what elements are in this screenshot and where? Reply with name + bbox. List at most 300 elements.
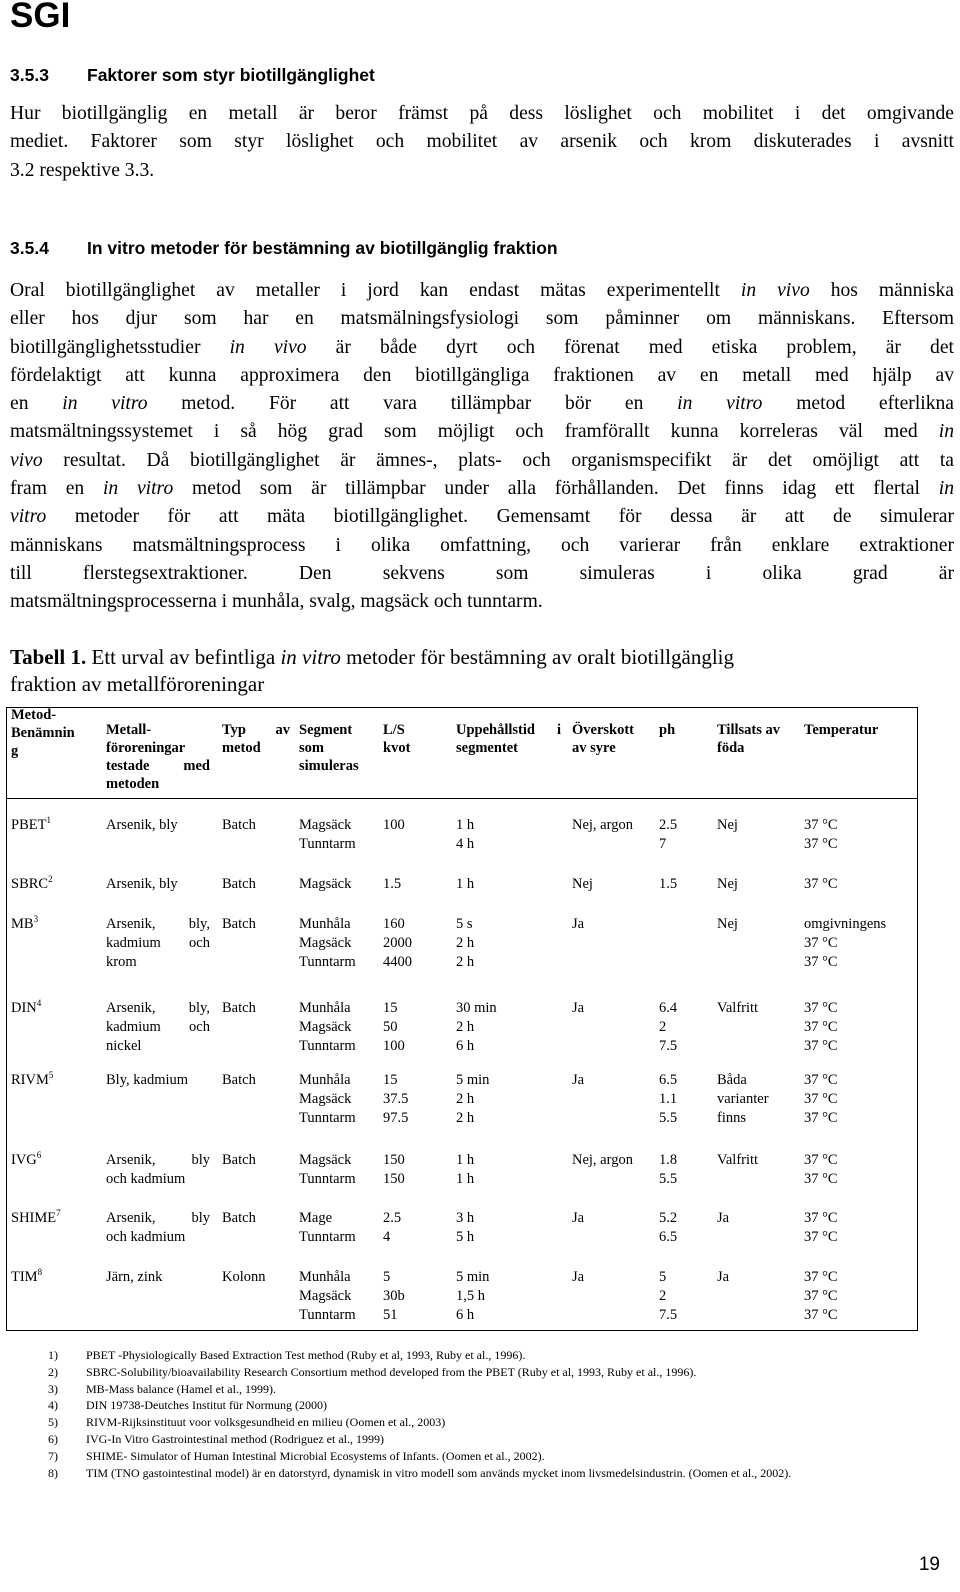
cell-time — [456, 1151, 556, 1189]
cell-line: 15 — [383, 1072, 398, 1088]
cell-line: 30 min — [456, 1000, 497, 1016]
caption-text: fraktion av metallföroreningar — [10, 672, 265, 696]
cell-line: krom — [106, 954, 137, 970]
cell-time — [456, 915, 556, 972]
cell-line: Munhåla — [299, 1000, 351, 1016]
header-line: kvot — [383, 740, 411, 756]
italic-term: in vitro — [62, 393, 148, 415]
cell-line: 160 — [383, 916, 405, 932]
cell-food — [717, 1151, 802, 1170]
header-line: Överskott — [572, 722, 635, 738]
cell-line: Kolonn — [222, 1269, 266, 1285]
cell-line: 5.5 — [659, 1110, 678, 1126]
footnote-text: MB-Mass balance (Hamel et al., 1999). — [86, 1382, 276, 1396]
cell-line: 37 °C — [804, 954, 838, 970]
cell-type — [222, 816, 292, 835]
cell-acid — [572, 1071, 657, 1090]
method-name: RIVM — [11, 1072, 49, 1088]
cell-method-name — [11, 1151, 41, 1170]
cell-line: nickel — [106, 1038, 142, 1054]
section-title: In vitro metoder för bestämning av biotillgänglig fraktion — [87, 238, 558, 258]
cell-line: Tunntarm — [299, 954, 356, 970]
paragraph-line: 3.2 respektive 3.3. — [10, 159, 155, 181]
italic-term: in — [938, 478, 955, 500]
cell-acid — [572, 999, 657, 1018]
cell-line: 2.5 — [659, 817, 678, 833]
cell-type — [222, 1151, 292, 1170]
text-run: är både dyrt och förenat med etiska problem, är det — [306, 336, 954, 358]
italic-term: in vitro — [102, 478, 174, 500]
cell-line: finns — [717, 1110, 746, 1126]
table-right-border — [917, 707, 918, 1331]
cell-line: Magsäck — [299, 935, 352, 951]
cell-metal — [106, 816, 210, 835]
cell-temp — [804, 915, 914, 972]
header-line: simuleras — [299, 758, 359, 774]
paragraph-line: mediet. Faktorer som styr löslighet och mobilitet av arsenik och krom diskuterades i avsnitt — [10, 131, 954, 153]
cell-line: 1.5 — [383, 876, 402, 892]
cell-line: 2.5 — [383, 1210, 402, 1226]
cell-temp — [804, 1151, 914, 1189]
header-line: som — [299, 740, 324, 756]
cell-line: Magsäck — [299, 1019, 352, 1035]
text-run: metoder för att mäta biotillgänglighet. Gemensamt för dessa är att de simulerar — [46, 506, 954, 528]
footnote-ref: 3 — [33, 914, 39, 924]
cell-line: 15 — [383, 1000, 398, 1016]
cell-line: Tunntarm — [299, 1229, 356, 1245]
cell-line: Nej — [717, 916, 738, 932]
cell-food — [717, 999, 802, 1018]
cell-metal — [106, 1071, 210, 1090]
cell-ph — [659, 999, 704, 1056]
cell-segment — [299, 915, 379, 972]
cell-ls — [383, 1268, 443, 1325]
header-segment — [299, 721, 379, 775]
cell-line: 5 min — [456, 1269, 490, 1285]
footnote-ref: 4 — [36, 998, 42, 1008]
cell-line: Nej — [717, 876, 738, 892]
cell-line: 150 — [383, 1152, 405, 1168]
footnote-text: SHIME- Simulator of Human Intestinal Microbial Ecosystems of Infants. (Oomen et al., 2002). — [86, 1449, 545, 1463]
cell-segment — [299, 875, 379, 894]
cell-acid — [572, 915, 657, 934]
method-name: TIM — [11, 1269, 38, 1285]
footnote-ref: 1 — [46, 815, 51, 825]
cell-time — [456, 1071, 556, 1128]
cell-line: 97.5 — [383, 1110, 409, 1126]
section-number: 3.5.3 — [10, 65, 49, 85]
cell-ls — [383, 999, 443, 1056]
cell-method-name — [11, 875, 53, 894]
text-run: eller hos djur som har en matsmälningsfysiologi som påminner om människans. Eftersom — [10, 308, 954, 330]
cell-line: 5 s — [456, 916, 473, 932]
cell-line: Mage — [299, 1210, 333, 1226]
cell-type — [222, 1209, 292, 1228]
cell-acid — [572, 1209, 657, 1228]
table-caption — [10, 644, 954, 698]
cell-line: 1.5 — [659, 876, 678, 892]
sgi-logo: SGI — [10, 0, 71, 35]
cell-ls — [383, 875, 443, 894]
cell-line: Batch — [222, 1152, 256, 1168]
paragraph-line — [10, 305, 954, 333]
header-time — [456, 721, 561, 757]
cell-line: 4400 — [383, 954, 412, 970]
cell-line: Valfritt — [717, 1152, 759, 1168]
cell-line: 1 h — [456, 1171, 475, 1187]
cell-segment — [299, 1151, 379, 1189]
cell-line: Nej — [572, 876, 593, 892]
footnote-text: TIM (TNO gastointestinal model) är en datorstyrd, dynamisk in vitro modell som används mycket inom livsmedelsindustrin. (Oomen et al., 2002). — [86, 1466, 792, 1480]
cell-segment — [299, 1071, 379, 1128]
cell-line: 37 °C — [804, 1171, 838, 1187]
cell-line: Magsäck — [299, 1288, 352, 1304]
cell-ls — [383, 1151, 443, 1189]
cell-line: 2000 — [383, 935, 412, 951]
cell-metal — [106, 875, 210, 894]
cell-line: Ja — [572, 1210, 585, 1226]
italic-term: in — [938, 421, 954, 443]
cell-line: och kadmium — [106, 1171, 186, 1187]
header-type — [222, 721, 290, 757]
cell-line: Nej, argon — [572, 817, 633, 833]
caption-text: metoder för bestämning av oralt biotillgänglig — [340, 645, 734, 669]
cell-temp — [804, 816, 914, 854]
text-run: biotillgänglighetsstudier — [10, 336, 230, 358]
cell-line: 150 — [383, 1171, 405, 1187]
footnote-number: 3) — [48, 1382, 58, 1396]
methods-table — [6, 707, 918, 1331]
header-line: Temperatur — [804, 722, 879, 738]
footnote-number: 1) — [48, 1348, 58, 1362]
paragraph-line — [10, 277, 954, 305]
text-run: metod. För att vara tillämpbar bör en — [147, 393, 678, 415]
cell-line: Arsenik, bly, — [106, 1000, 210, 1016]
cell-line: 37 °C — [804, 1229, 838, 1245]
footnote-number: 6) — [48, 1432, 58, 1446]
cell-time — [456, 816, 556, 854]
cell-line: Tunntarm — [299, 1038, 356, 1054]
text-run: resultat. Då biotillgänglighet är ämnes-, plats- och organismspecifikt är det omöjligt att ta — [42, 449, 954, 471]
cell-line: 51 — [383, 1307, 398, 1323]
header-name — [11, 706, 91, 760]
cell-line: Munhåla — [299, 1072, 351, 1088]
table-bottom-border — [6, 1330, 918, 1331]
cell-ph — [659, 1268, 704, 1325]
footnote-number: 4) — [48, 1398, 58, 1412]
footnote-ref: 6 — [36, 1150, 42, 1160]
cell-metal — [106, 1209, 210, 1247]
header-ls — [383, 721, 443, 757]
cell-type — [222, 999, 292, 1018]
page-number: 19 — [918, 1554, 940, 1575]
method-name: SBRC — [11, 876, 49, 892]
table-top-border — [6, 707, 918, 708]
paragraph-line — [10, 560, 954, 588]
caption-text: Ett urval av befintliga — [86, 645, 281, 669]
footnote — [48, 1364, 696, 1381]
cell-line: Batch — [222, 1072, 256, 1088]
cell-food — [717, 816, 802, 835]
text-run: till flerstegsextraktioner. Den sekvens som simuleras i olika grad är — [10, 562, 954, 584]
cell-time — [456, 1209, 556, 1247]
cell-line: 5 min — [456, 1072, 490, 1088]
footnote-ref: 2 — [48, 874, 53, 884]
cell-line: Bly, kadmium — [106, 1072, 189, 1088]
cell-method-name — [11, 999, 41, 1018]
cell-line: 37 °C — [804, 1038, 838, 1054]
cell-line: Munhåla — [299, 916, 351, 932]
cell-line: 6.5 — [659, 1072, 678, 1088]
text-run: hos människa — [809, 280, 954, 301]
footnote-number: 7) — [48, 1449, 58, 1463]
cell-line: Tunntarm — [299, 836, 356, 852]
cell-line: 37 °C — [804, 836, 838, 852]
paragraph-in-vitro — [10, 277, 954, 617]
cell-line: Munhåla — [299, 1269, 351, 1285]
footnote-text: IVG-In Vitro Gastrointestinal method (Rodriguez et al., 1999) — [86, 1432, 384, 1446]
cell-food — [717, 915, 802, 934]
cell-line: 100 — [383, 1038, 405, 1054]
cell-temp — [804, 875, 914, 894]
cell-line: 37 °C — [804, 1000, 838, 1016]
method-name: SHIME — [11, 1210, 57, 1226]
cell-line: Batch — [222, 876, 256, 892]
footnote — [48, 1397, 327, 1414]
header-line: Tillsats av — [717, 722, 780, 738]
cell-line: 1 h — [456, 876, 475, 892]
cell-ph — [659, 816, 704, 854]
cell-temp — [804, 999, 914, 1056]
cell-line: Ja — [717, 1210, 730, 1226]
header-food — [717, 721, 801, 757]
cell-line: Ja — [572, 1072, 585, 1088]
paragraph-line: Hur biotillgänglig en metall är beror främst på dess löslighet och mobilitet i det omgivande — [10, 103, 954, 124]
italic-term: in vivo — [740, 280, 810, 301]
cell-type — [222, 1268, 292, 1287]
cell-method-name — [11, 1071, 53, 1090]
header-line: metod — [222, 740, 261, 756]
cell-line: och kadmium — [106, 1229, 186, 1245]
cell-acid — [572, 875, 657, 894]
text-run: metod efterlikna — [762, 393, 954, 415]
cell-line: 4 — [383, 1229, 391, 1245]
paragraph-line — [10, 532, 954, 560]
cell-line: omgivningens — [804, 916, 887, 932]
paragraph-line — [10, 362, 954, 390]
cell-temp — [804, 1268, 914, 1325]
header-line: föroreningar — [106, 740, 186, 756]
cell-line: 5 — [659, 1269, 667, 1285]
cell-metal — [106, 915, 210, 972]
text-run: Oral biotillgänglighet av metaller i jord kan endast mätas experimentellt — [10, 280, 741, 301]
cell-method-name — [11, 1209, 61, 1228]
cell-line: 37 °C — [804, 1288, 838, 1304]
header-acid — [572, 721, 652, 757]
text-run: fram en — [10, 478, 103, 500]
header-temp — [804, 721, 914, 739]
footnote — [48, 1347, 525, 1364]
cell-line: 37 °C — [804, 817, 838, 833]
cell-ls — [383, 1071, 443, 1128]
cell-line: 37 °C — [804, 1019, 838, 1035]
cell-temp — [804, 1071, 914, 1128]
cell-line: 37 °C — [804, 1307, 838, 1323]
cell-line: Ja — [572, 916, 585, 932]
footnote — [48, 1431, 384, 1448]
cell-line: varianter — [717, 1091, 769, 1107]
cell-line: 6.5 — [659, 1229, 678, 1245]
cell-line: 5 — [383, 1269, 391, 1285]
cell-line: 2 h — [456, 1091, 475, 1107]
cell-line: 37.5 — [383, 1091, 409, 1107]
cell-temp — [804, 1209, 914, 1247]
cell-line: 7.5 — [659, 1038, 678, 1054]
footnote-number: 8) — [48, 1466, 58, 1480]
method-name: IVG — [11, 1152, 37, 1168]
cell-line: 37 °C — [804, 1091, 838, 1107]
footnote-ref: 7 — [56, 1208, 61, 1218]
italic-term: in vitro — [280, 645, 341, 669]
cell-line: 6 h — [456, 1307, 475, 1323]
cell-line: 5.2 — [659, 1210, 678, 1226]
cell-line: 2 — [659, 1019, 667, 1035]
cell-line: 1,5 h — [456, 1288, 485, 1304]
cell-ls — [383, 816, 443, 835]
text-run: fördelaktigt att kunna approximera den biotillgängliga fraktionen av en metall med hjälp av — [10, 364, 954, 386]
cell-line: Arsenik, bly — [106, 876, 178, 892]
footnote — [48, 1381, 276, 1398]
cell-metal — [106, 999, 210, 1056]
text-run: matsmältningsprocesserna i munhåla, svalg, magsäck och tunntarm. — [10, 591, 543, 613]
cell-line: 37 °C — [804, 1210, 838, 1226]
paragraph-line — [10, 447, 954, 475]
cell-line: Tunntarm — [299, 1307, 356, 1323]
cell-line: 3 h — [456, 1210, 475, 1226]
cell-line: 7.5 — [659, 1307, 678, 1323]
footnote-number: 2) — [48, 1365, 58, 1379]
cell-line: Ja — [572, 1269, 585, 1285]
method-name: PBET — [11, 817, 47, 833]
paragraph-line — [10, 390, 954, 418]
footnote — [48, 1414, 445, 1431]
section-heading-3-5-3 — [10, 65, 375, 86]
cell-line: kadmium och — [106, 935, 210, 951]
cell-line: 2 h — [456, 1019, 475, 1035]
footnote-text: SBRC-Solubility/bioavailability Research Consortium method developed from the PBET (Ruby et al, 1993, Ruby et al., 1996). — [86, 1365, 697, 1379]
cell-line: 5.5 — [659, 1171, 678, 1187]
cell-line: Arsenik, bly — [106, 1210, 210, 1226]
cell-segment — [299, 1268, 379, 1325]
section-heading-3-5-4 — [10, 238, 558, 259]
section-title: Faktorer som styr biotillgänglighet — [87, 65, 375, 85]
paragraph-line — [10, 475, 954, 503]
header-line: Metod- — [11, 707, 57, 723]
table-header-border — [6, 798, 918, 799]
header-metal — [106, 721, 210, 793]
footnote-ref: 5 — [48, 1070, 54, 1080]
cell-line: Tunntarm — [299, 1110, 356, 1126]
text-run: matsmältningssystemet i så hög grad som möjligt och framförallt kunna korreleras väl med — [10, 421, 939, 443]
footnote — [48, 1465, 791, 1482]
cell-line: 37 °C — [804, 1152, 838, 1168]
italic-term: vivo — [10, 449, 43, 471]
cell-line: Magsäck — [299, 1152, 352, 1168]
header-line: Typ av — [222, 722, 290, 738]
cell-line: 37 °C — [804, 935, 838, 951]
cell-line: 37 °C — [804, 1110, 838, 1126]
cell-ls — [383, 915, 443, 972]
header-ph — [659, 721, 699, 739]
cell-acid — [572, 816, 657, 835]
cell-metal — [106, 1151, 210, 1189]
cell-type — [222, 875, 292, 894]
cell-ph — [659, 1151, 704, 1189]
cell-line: Batch — [222, 916, 256, 932]
cell-acid — [572, 1151, 657, 1170]
cell-line: 2 — [659, 1288, 667, 1304]
footnote-text: RIVM-Rijksinstituut voor volksgesundheid en milieu (Oomen et al., 2003) — [86, 1415, 446, 1429]
cell-segment — [299, 816, 379, 854]
header-line: av syre — [572, 740, 616, 756]
cell-line: Tunntarm — [299, 1171, 356, 1187]
footnote — [48, 1448, 545, 1465]
cell-line: 4 h — [456, 836, 475, 852]
cell-ls — [383, 1209, 443, 1247]
cell-line: Nej, argon — [572, 1152, 633, 1168]
cell-line: Arsenik, bly — [106, 1152, 210, 1168]
table-label: Tabell 1. — [10, 645, 87, 669]
cell-food — [717, 1071, 802, 1128]
cell-line: Batch — [222, 1210, 256, 1226]
cell-ph — [659, 875, 704, 894]
cell-line: 1.1 — [659, 1091, 678, 1107]
cell-line: Nej — [717, 817, 738, 833]
cell-ph — [659, 1071, 704, 1128]
cell-line: Magsäck — [299, 817, 352, 833]
cell-line: 37 °C — [804, 1072, 838, 1088]
cell-line: 30b — [383, 1288, 405, 1304]
cell-ph — [659, 1209, 704, 1247]
paragraph-line — [10, 418, 954, 446]
header-line: Segment — [299, 722, 353, 738]
cell-type — [222, 1071, 292, 1090]
cell-line: 7 — [659, 836, 667, 852]
method-name: MB — [11, 916, 34, 932]
cell-line: 37 °C — [804, 1269, 838, 1285]
cell-segment — [299, 1209, 379, 1247]
footnote-text: DIN 19738-Deutches Institut für Normung (2000) — [86, 1398, 327, 1412]
cell-line: Järn, zink — [106, 1269, 163, 1285]
cell-line: 100 — [383, 817, 405, 833]
cell-line: 6 h — [456, 1038, 475, 1054]
paragraph-line — [10, 334, 954, 362]
footnote-text: PBET -Physiologically Based Extraction Test method (Ruby et al, 1993, Ruby et al., 1996). — [86, 1348, 526, 1362]
cell-line: Magsäck — [299, 876, 352, 892]
section-number: 3.5.4 — [10, 238, 49, 258]
text-run: människans matsmältningsprocess i olika omfattning, och varierar från enklare extraktioner — [10, 534, 954, 556]
cell-method-name — [11, 1268, 42, 1287]
cell-line: Ja — [572, 1000, 585, 1016]
cell-time — [456, 999, 556, 1056]
cell-line: kadmium och — [106, 1019, 210, 1035]
cell-line: Arsenik, bly — [106, 817, 178, 833]
header-line: metoden — [106, 776, 160, 792]
cell-line: 2 h — [456, 935, 475, 951]
cell-type — [222, 915, 292, 934]
paragraph-line — [10, 503, 954, 531]
cell-line: Batch — [222, 817, 256, 833]
